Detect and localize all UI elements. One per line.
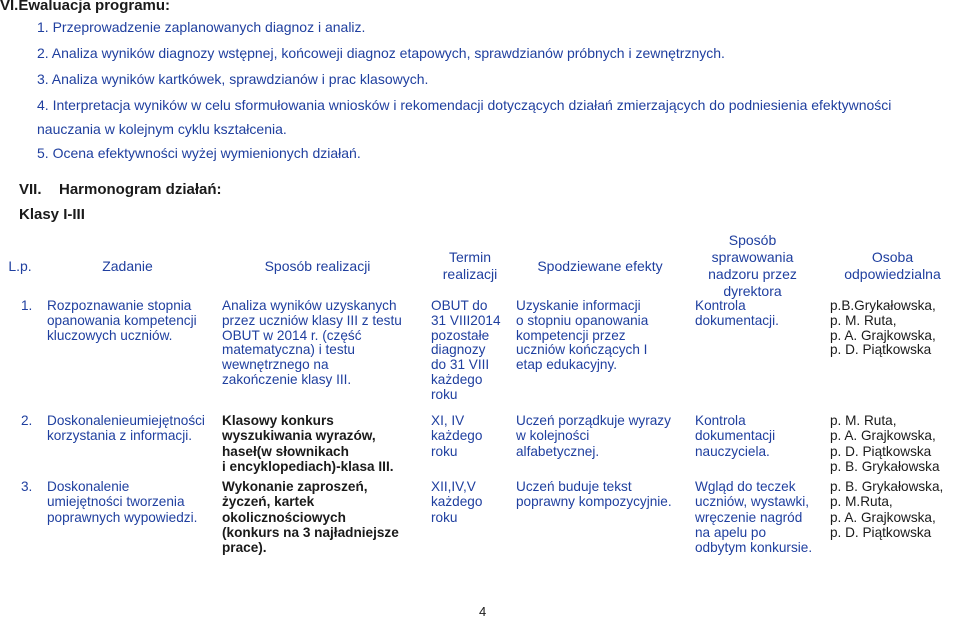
cell-nadzor-row-2 <box>695 413 775 459</box>
cell-lp-row-3 <box>21 479 32 494</box>
cell-nadzor-row-1 <box>695 299 779 329</box>
cell-line: nauczyciela. <box>695 443 770 459</box>
cell-line: Uczeń buduje tekst <box>516 479 632 494</box>
cell-line: każdego <box>431 371 483 387</box>
cell-line: Doskonalenie <box>47 479 130 494</box>
cell-line: roku <box>431 386 458 402</box>
eval-item-2: 2. Analiza wyników diagnozy wstępnej, końcoweji diagnoz etapowych, sprawdzianów próbnych i zewnętrznych. <box>37 45 725 61</box>
cell-osoba-row-3 <box>830 479 943 540</box>
header-osoba-line: Osoba <box>871 249 914 265</box>
cell-nadzor-row-3 <box>695 479 812 555</box>
cell-line: p. D. Piątkowska <box>830 342 932 358</box>
cell-line: opanowania kompetencji <box>47 312 197 328</box>
cell-efekty-row-1 <box>516 299 648 373</box>
cell-line: zakończenie klasy III. <box>222 371 352 387</box>
header-nadzor-line: dyrektora <box>723 283 782 299</box>
page-number: 4 <box>479 604 487 619</box>
cell-line: XI, IV <box>431 413 465 428</box>
cell-line: poprawny kompozycyjnie. <box>516 494 672 510</box>
cell-line: Kontrola <box>695 413 746 428</box>
header-osoba-line: odpowiedzialna <box>844 266 941 282</box>
cell-line: odbytym konkursie. <box>695 540 813 556</box>
header-nadzor-line: Sposób <box>728 232 777 248</box>
cell-line: p. M. Ruta, <box>830 312 897 328</box>
section-vi-title: VI.Ewaluacja programu: <box>0 0 171 14</box>
cell-line: OBUT w 2014 r. (część <box>222 327 362 343</box>
cell-line: uczniów kończących I <box>516 342 648 358</box>
header-lp: L.p. <box>8 258 32 274</box>
cell-line: Wykonanie zaproszeń, <box>222 479 368 494</box>
cell-line: uczniów, wystawki, <box>695 494 810 510</box>
cell-line: 31 VIII2014 <box>431 312 501 328</box>
cell-line: (konkurs na 3 najładniejsze <box>222 524 399 540</box>
cell-line: o stopniu opanowania <box>516 312 649 328</box>
cell-line: kluczowych uczniów. <box>47 327 173 343</box>
cell-efekty-row-2 <box>516 413 671 459</box>
cell-line: korzystania z informacji. <box>47 428 193 444</box>
cell-lp-row-2 <box>21 413 32 428</box>
cell-line: Klasowy konkurs <box>222 413 334 428</box>
header-efekty: Spodziewane efekty <box>537 258 663 274</box>
cell-line: 2. <box>21 413 33 428</box>
cell-line: alfabetycznej. <box>516 443 600 459</box>
cell-line: roku <box>431 509 458 525</box>
header-termin-line: Termin <box>448 249 491 265</box>
cell-termin-row-2 <box>431 413 482 459</box>
cell-line: 1. <box>21 298 33 313</box>
cell-osoba-row-2 <box>830 413 940 474</box>
cell-line: p. A. Grajkowska, <box>830 327 936 343</box>
cell-line: dokumentacji <box>695 428 776 444</box>
cell-line: p. B. Grykałowska, <box>830 479 944 494</box>
cell-line: Analiza wyników uzyskanych <box>222 298 397 313</box>
header-sposob: Sposób realizacji <box>264 258 371 274</box>
cell-zadanie-row-1 <box>47 299 197 343</box>
cell-line: wręczenie nagród <box>695 509 803 525</box>
cell-line: p.B.Grykałowska, <box>830 298 936 313</box>
cell-line: diagnozy <box>431 342 486 358</box>
cell-efekty-row-3 <box>516 479 672 510</box>
eval-item-4-cont: nauczania w kolejnym cyklu kształcenia. <box>37 121 287 137</box>
cell-termin-row-1 <box>431 299 501 403</box>
cell-line: p. D. Piątkowska <box>830 524 932 540</box>
cell-line: Uczeń porządkuje wyrazy <box>516 413 671 428</box>
cell-line: Uzyskanie informacji <box>516 298 641 313</box>
cell-line: w kolejności <box>516 428 590 444</box>
header-termin-line: realizacji <box>442 266 498 282</box>
section-vii-number: VII. <box>19 181 42 198</box>
cell-line: poprawnych wypowiedzi. <box>47 509 198 525</box>
cell-line: Kontrola <box>695 298 746 313</box>
cell-line: każdego <box>431 428 483 444</box>
cell-line: Doskonalenieumiejętności <box>47 413 205 428</box>
cell-line: OBUT do <box>431 298 488 313</box>
cell-line: p. A. Grajkowska, <box>830 428 936 444</box>
cell-line: prace). <box>222 540 267 556</box>
header-zadanie: Zadanie <box>102 258 153 274</box>
cell-osoba-row-1 <box>830 299 936 358</box>
cell-line: matematyczna) i testu <box>222 342 355 358</box>
section-vii-subtitle: Klasy I-III <box>19 206 85 223</box>
cell-line: do 31 VIII <box>431 357 490 373</box>
cell-line: p. A. Grajkowska, <box>830 509 936 525</box>
cell-line: p. B. Grykałowska <box>830 458 940 474</box>
cell-line: każdego <box>431 494 483 510</box>
cell-line: życzeń, kartek <box>222 494 315 510</box>
cell-line: p. M.Ruta, <box>830 494 893 510</box>
eval-item-4: 4. Interpretacja wyników w celu sformułowania wniosków i rekomendacji dotyczących działań zmierzających do podniesienia efektywności <box>37 97 892 113</box>
cell-sposob-row-2 <box>222 413 394 474</box>
cell-line: etap edukacyjny. <box>516 357 618 373</box>
cell-line: umiejętności tworzenia <box>47 494 185 510</box>
cell-line: kompetencji przez <box>516 327 626 343</box>
eval-item-3: 3. Analiza wyników kartkówek, sprawdzianów i prac klasowych. <box>37 71 429 87</box>
cell-line: XII,IV,V <box>431 479 476 494</box>
header-nadzor-line: sprawowania <box>711 249 794 265</box>
cell-line: wyszukiwania wyrazów, <box>222 428 376 444</box>
section-vii-title: Harmonogram działań: <box>59 181 222 198</box>
cell-line: i encyklopediach)-klasa III. <box>222 458 394 474</box>
eval-item-5: 5. Ocena efektywności wyżej wymienionych działań. <box>37 145 361 161</box>
cell-line: 3. <box>21 479 33 494</box>
cell-zadanie-row-3 <box>47 479 197 525</box>
cell-lp-row-1 <box>21 299 32 314</box>
cell-line: dokumentacji. <box>695 312 779 328</box>
cell-termin-row-3 <box>431 479 482 525</box>
header-nadzor-line: nadzoru przez <box>708 266 797 282</box>
cell-sposob-row-1 <box>222 299 402 388</box>
cell-line: haseł(w słownikach <box>222 443 349 459</box>
cell-line: pozostałe <box>431 327 490 343</box>
cell-sposob-row-3 <box>222 479 399 555</box>
cell-line: na apelu po <box>695 524 767 540</box>
cell-line: p. M. Ruta, <box>830 413 897 428</box>
cell-zadanie-row-2 <box>47 413 205 444</box>
cell-line: Wgląd do teczek <box>695 479 796 494</box>
cell-line: roku <box>431 443 458 459</box>
eval-item-1: 1. Przeprowadzenie zaplanowanych diagnoz i analiz. <box>37 19 366 35</box>
cell-line: przez uczniów klasy III z testu <box>222 312 402 328</box>
cell-line: okolicznościowych <box>222 509 346 525</box>
cell-line: wewnętrznego na <box>222 357 329 373</box>
cell-line: p. D. Piątkowska <box>830 443 932 459</box>
cell-line: Rozpoznawanie stopnia <box>47 298 192 313</box>
